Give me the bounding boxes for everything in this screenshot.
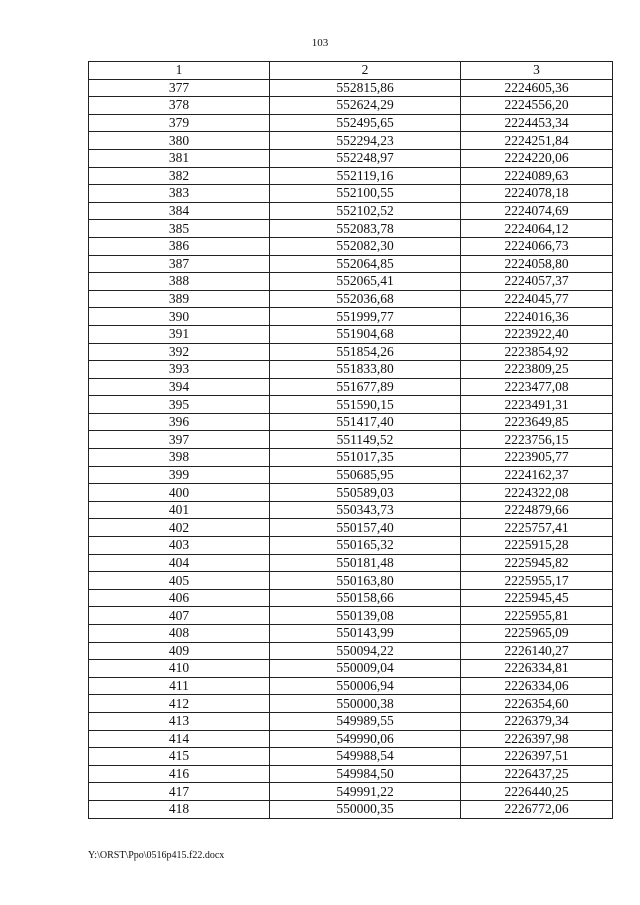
point-number-cell: 385 — [89, 220, 270, 238]
y-coordinate-cell: 2223809,25 — [461, 361, 613, 379]
x-coordinate-cell: 551149,52 — [270, 431, 461, 449]
point-number-cell: 417 — [89, 783, 270, 801]
table-row — [89, 730, 613, 748]
table-row — [89, 361, 613, 379]
y-coordinate-cell: 2226437,25 — [461, 765, 613, 783]
point-number-cell: 415 — [89, 748, 270, 766]
point-number-cell: 418 — [89, 800, 270, 818]
y-coordinate-cell: 2224220,06 — [461, 149, 613, 167]
y-coordinate-cell: 2226772,06 — [461, 800, 613, 818]
x-coordinate-cell: 551854,26 — [270, 343, 461, 361]
y-coordinate-cell: 2225945,82 — [461, 554, 613, 572]
table-row — [89, 765, 613, 783]
y-coordinate-cell: 2226397,98 — [461, 730, 613, 748]
point-number-cell: 394 — [89, 378, 270, 396]
point-number-cell: 388 — [89, 273, 270, 291]
x-coordinate-cell: 552119,16 — [270, 167, 461, 185]
point-number-cell: 413 — [89, 712, 270, 730]
point-number-cell: 398 — [89, 449, 270, 467]
point-number-cell: 386 — [89, 237, 270, 255]
x-coordinate-cell: 551904,68 — [270, 325, 461, 343]
point-number-cell: 406 — [89, 589, 270, 607]
y-coordinate-cell: 2224605,36 — [461, 79, 613, 97]
point-number-cell: 383 — [89, 185, 270, 203]
point-number-cell: 392 — [89, 343, 270, 361]
point-number-cell: 378 — [89, 97, 270, 115]
y-coordinate-cell: 2223649,85 — [461, 413, 613, 431]
table-row — [89, 625, 613, 643]
table-row — [89, 343, 613, 361]
table-row — [89, 325, 613, 343]
x-coordinate-cell: 552294,23 — [270, 132, 461, 150]
table-row — [89, 783, 613, 801]
point-number-cell: 390 — [89, 308, 270, 326]
point-number-cell: 397 — [89, 431, 270, 449]
x-coordinate-cell: 552064,85 — [270, 255, 461, 273]
point-number-cell: 380 — [89, 132, 270, 150]
y-coordinate-cell: 2226354,60 — [461, 695, 613, 713]
table-row — [89, 695, 613, 713]
table-row — [89, 97, 613, 115]
table-row — [89, 290, 613, 308]
table-row — [89, 220, 613, 238]
column-header-2: 2 — [270, 62, 461, 80]
x-coordinate-cell: 552082,30 — [270, 237, 461, 255]
table-row — [89, 149, 613, 167]
y-coordinate-cell: 2224089,63 — [461, 167, 613, 185]
point-number-cell: 399 — [89, 466, 270, 484]
x-coordinate-cell: 550143,99 — [270, 625, 461, 643]
x-coordinate-cell: 550158,66 — [270, 589, 461, 607]
table-row — [89, 800, 613, 818]
point-number-cell: 410 — [89, 660, 270, 678]
table-row — [89, 378, 613, 396]
page-number: 103 — [311, 37, 329, 49]
table-header-row — [89, 62, 613, 80]
table-row — [89, 642, 613, 660]
point-number-cell: 408 — [89, 625, 270, 643]
table-row — [89, 712, 613, 730]
point-number-cell: 404 — [89, 554, 270, 572]
x-coordinate-cell: 551999,77 — [270, 308, 461, 326]
x-coordinate-cell: 552065,41 — [270, 273, 461, 291]
x-coordinate-cell: 550163,80 — [270, 572, 461, 590]
y-coordinate-cell: 2224058,80 — [461, 255, 613, 273]
table-row — [89, 202, 613, 220]
table-row — [89, 185, 613, 203]
table-row — [89, 466, 613, 484]
x-coordinate-cell: 550094,22 — [270, 642, 461, 660]
x-coordinate-cell: 550589,03 — [270, 484, 461, 502]
x-coordinate-cell: 551017,35 — [270, 449, 461, 467]
point-number-cell: 402 — [89, 519, 270, 537]
y-coordinate-cell: 2224045,77 — [461, 290, 613, 308]
y-coordinate-cell: 2224074,69 — [461, 202, 613, 220]
x-coordinate-cell: 550181,48 — [270, 554, 461, 572]
table-row — [89, 79, 613, 97]
x-coordinate-cell: 550685,95 — [270, 466, 461, 484]
point-number-cell: 412 — [89, 695, 270, 713]
x-coordinate-cell: 551833,80 — [270, 361, 461, 379]
y-coordinate-cell: 2224453,34 — [461, 114, 613, 132]
table-row — [89, 519, 613, 537]
x-coordinate-cell: 549988,54 — [270, 748, 461, 766]
x-coordinate-cell: 550343,73 — [270, 501, 461, 519]
y-coordinate-cell: 2224251,84 — [461, 132, 613, 150]
y-coordinate-cell: 2224057,37 — [461, 273, 613, 291]
table-row — [89, 501, 613, 519]
point-number-cell: 414 — [89, 730, 270, 748]
x-coordinate-cell: 550006,94 — [270, 677, 461, 695]
table-row — [89, 413, 613, 431]
x-coordinate-cell: 550157,40 — [270, 519, 461, 537]
y-coordinate-cell: 2226440,25 — [461, 783, 613, 801]
x-coordinate-cell: 552036,68 — [270, 290, 461, 308]
x-coordinate-cell: 549989,55 — [270, 712, 461, 730]
x-coordinate-cell: 550165,32 — [270, 537, 461, 555]
x-coordinate-cell: 551417,40 — [270, 413, 461, 431]
y-coordinate-cell: 2223756,15 — [461, 431, 613, 449]
table-row — [89, 537, 613, 555]
point-number-cell: 400 — [89, 484, 270, 502]
point-number-cell: 391 — [89, 325, 270, 343]
y-coordinate-cell: 2224078,18 — [461, 185, 613, 203]
table-row — [89, 660, 613, 678]
x-coordinate-cell: 550009,04 — [270, 660, 461, 678]
x-coordinate-cell: 552815,86 — [270, 79, 461, 97]
y-coordinate-cell: 2226140,27 — [461, 642, 613, 660]
y-coordinate-cell: 2225965,09 — [461, 625, 613, 643]
point-number-cell: 407 — [89, 607, 270, 625]
table-row — [89, 554, 613, 572]
table-row — [89, 167, 613, 185]
coordinates-table — [88, 61, 613, 819]
table-row — [89, 589, 613, 607]
y-coordinate-cell: 2224066,73 — [461, 237, 613, 255]
table-row — [89, 273, 613, 291]
x-coordinate-cell: 549991,22 — [270, 783, 461, 801]
table-row — [89, 607, 613, 625]
y-coordinate-cell: 2224879,66 — [461, 501, 613, 519]
x-coordinate-cell: 549990,06 — [270, 730, 461, 748]
table-row — [89, 431, 613, 449]
y-coordinate-cell: 2223477,08 — [461, 378, 613, 396]
y-coordinate-cell: 2225955,81 — [461, 607, 613, 625]
point-number-cell: 409 — [89, 642, 270, 660]
point-number-cell: 411 — [89, 677, 270, 695]
point-number-cell: 387 — [89, 255, 270, 273]
y-coordinate-cell: 2226397,51 — [461, 748, 613, 766]
y-coordinate-cell: 2224016,36 — [461, 308, 613, 326]
y-coordinate-cell: 2224162,37 — [461, 466, 613, 484]
y-coordinate-cell: 2225945,45 — [461, 589, 613, 607]
x-coordinate-cell: 550139,08 — [270, 607, 461, 625]
point-number-cell: 405 — [89, 572, 270, 590]
y-coordinate-cell: 2225757,41 — [461, 519, 613, 537]
point-number-cell: 396 — [89, 413, 270, 431]
y-coordinate-cell: 2223854,92 — [461, 343, 613, 361]
x-coordinate-cell: 550000,35 — [270, 800, 461, 818]
y-coordinate-cell: 2225955,17 — [461, 572, 613, 590]
point-number-cell: 403 — [89, 537, 270, 555]
x-coordinate-cell: 552624,29 — [270, 97, 461, 115]
point-number-cell: 377 — [89, 79, 270, 97]
point-number-cell: 401 — [89, 501, 270, 519]
table-row — [89, 484, 613, 502]
point-number-cell: 416 — [89, 765, 270, 783]
y-coordinate-cell: 2226379,34 — [461, 712, 613, 730]
y-coordinate-cell: 2223491,31 — [461, 396, 613, 414]
x-coordinate-cell: 552102,52 — [270, 202, 461, 220]
table-row — [89, 449, 613, 467]
y-coordinate-cell: 2226334,06 — [461, 677, 613, 695]
y-coordinate-cell: 2226334,81 — [461, 660, 613, 678]
table-row — [89, 572, 613, 590]
point-number-cell: 389 — [89, 290, 270, 308]
x-coordinate-cell: 552495,65 — [270, 114, 461, 132]
x-coordinate-cell: 552083,78 — [270, 220, 461, 238]
footer-file-path: Y:\ORST\Ppo\0516p415.f22.docx — [88, 850, 225, 861]
y-coordinate-cell: 2224556,20 — [461, 97, 613, 115]
y-coordinate-cell: 2223905,77 — [461, 449, 613, 467]
y-coordinate-cell: 2225915,28 — [461, 537, 613, 555]
column-header-1: 1 — [89, 62, 270, 80]
y-coordinate-cell: 2224064,12 — [461, 220, 613, 238]
point-number-cell: 379 — [89, 114, 270, 132]
x-coordinate-cell: 551677,89 — [270, 378, 461, 396]
x-coordinate-cell: 552248,97 — [270, 149, 461, 167]
point-number-cell: 382 — [89, 167, 270, 185]
table-row — [89, 114, 613, 132]
x-coordinate-cell: 550000,38 — [270, 695, 461, 713]
y-coordinate-cell: 2224322,08 — [461, 484, 613, 502]
table-row — [89, 396, 613, 414]
point-number-cell: 395 — [89, 396, 270, 414]
table-row — [89, 237, 613, 255]
table-row — [89, 255, 613, 273]
x-coordinate-cell: 552100,55 — [270, 185, 461, 203]
point-number-cell: 393 — [89, 361, 270, 379]
x-coordinate-cell: 549984,50 — [270, 765, 461, 783]
table-row — [89, 748, 613, 766]
point-number-cell: 384 — [89, 202, 270, 220]
table-row — [89, 132, 613, 150]
table-body — [89, 79, 613, 818]
table-row — [89, 677, 613, 695]
table-row — [89, 308, 613, 326]
point-number-cell: 381 — [89, 149, 270, 167]
column-header-3: 3 — [461, 62, 613, 80]
x-coordinate-cell: 551590,15 — [270, 396, 461, 414]
y-coordinate-cell: 2223922,40 — [461, 325, 613, 343]
